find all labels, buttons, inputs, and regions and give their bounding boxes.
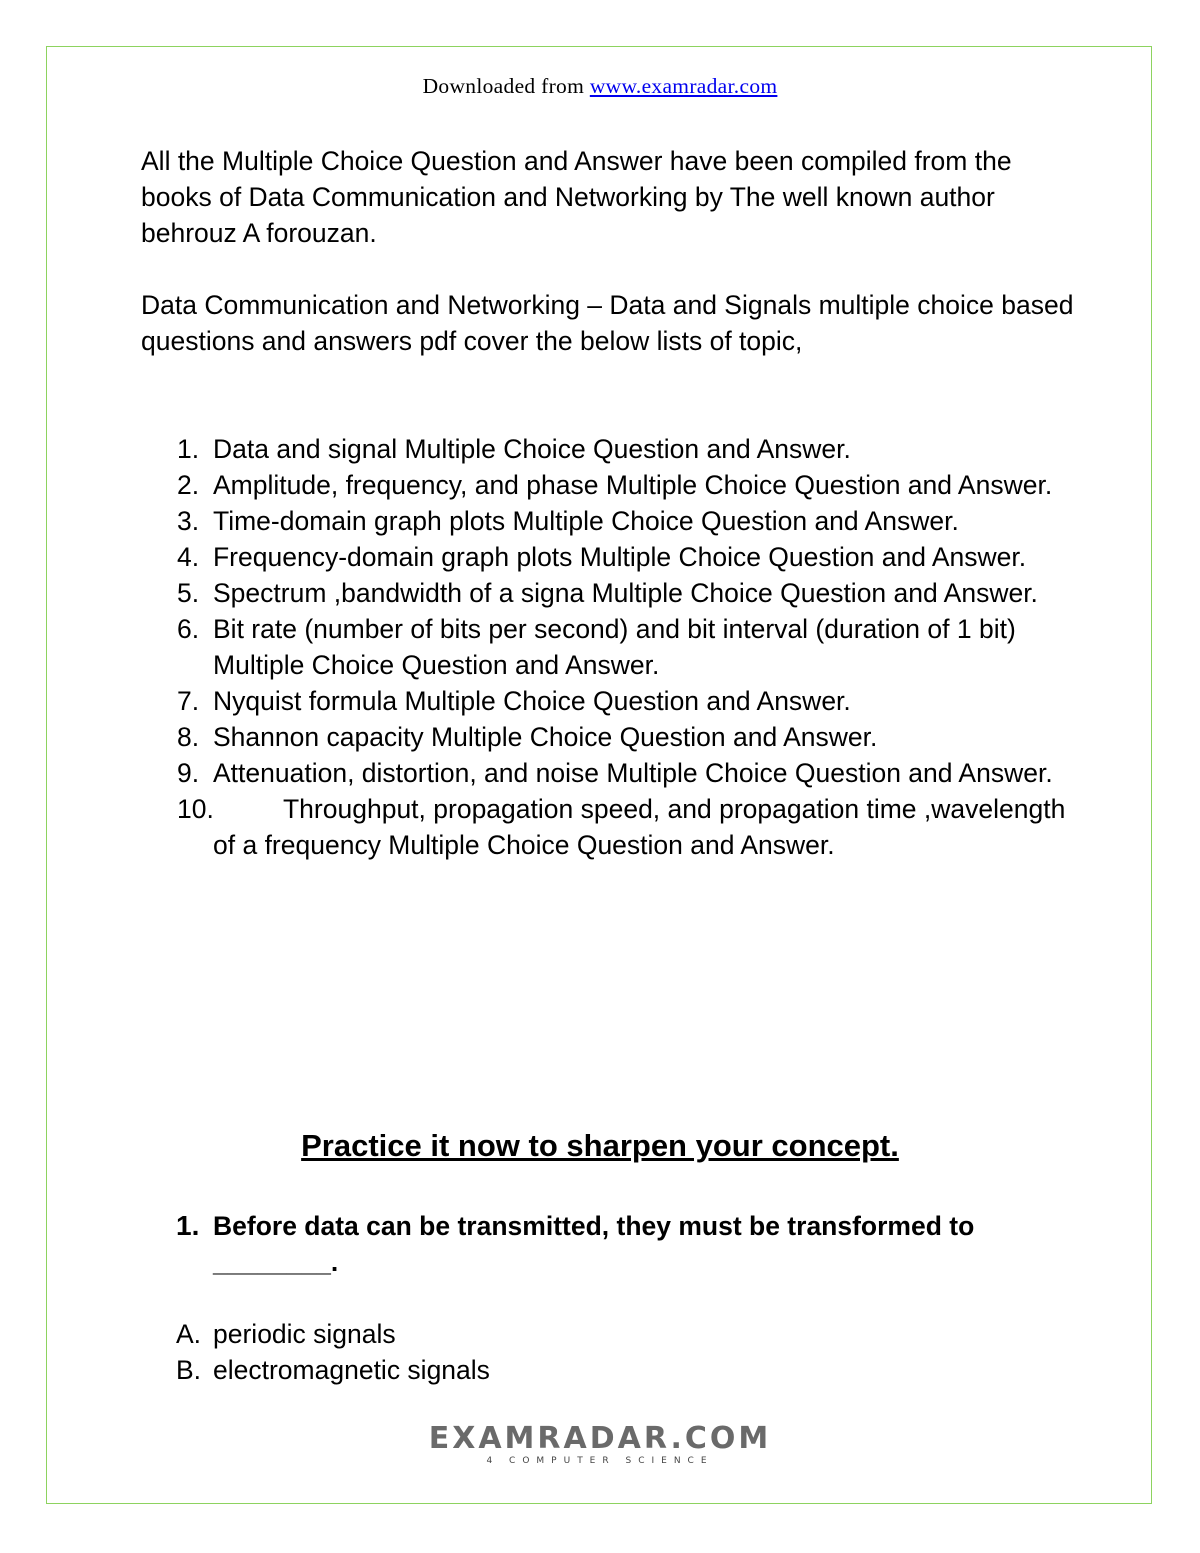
list-item-text: Amplitude, frequency, and phase Multiple Choice Question and Answer. (213, 470, 1053, 500)
option-text: electromagnetic signals (213, 1355, 490, 1385)
list-item-number: 7. (177, 686, 200, 716)
question-number: 1. (176, 1210, 200, 1241)
list-item-number: 8. (177, 722, 200, 752)
option-letter: B. (176, 1355, 202, 1385)
intro-paragraph: All the Multiple Choice Question and Answer have been compiled from the books of Data Communication and Networking by The well known author behrouz A forouzan. (141, 146, 1012, 248)
list-item (141, 719, 1081, 755)
option-letter: A. (176, 1319, 202, 1349)
list-item-text: Bit rate (number of bits per second) and bit interval (duration of 1 bit) Multiple Choice Question and Answer. (213, 614, 1016, 680)
list-item-number: 6. (177, 614, 200, 644)
list-item-number: 10. (177, 794, 214, 824)
list-item (141, 575, 1081, 611)
header-prefix: Downloaded from (422, 74, 590, 98)
list-item-number: 4. (177, 542, 200, 572)
list-item-number: 1. (177, 434, 200, 464)
list-item-text: Frequency-domain graph plots Multiple Choice Question and Answer. (213, 542, 1027, 572)
option-text: periodic signals (213, 1319, 396, 1349)
list-item-text: Nyquist formula Multiple Choice Question and Answer. (213, 686, 851, 716)
list-item (141, 791, 1081, 863)
list-item-text: Shannon capacity Multiple Choice Question and Answer. (213, 722, 878, 752)
list-item-text: Data and signal Multiple Choice Question and Answer. (213, 434, 851, 464)
list-item (141, 755, 1081, 791)
option-a (176, 1316, 976, 1352)
list-item (141, 683, 1081, 719)
practice-heading: Practice it now to sharpen your concept. (301, 1128, 899, 1163)
list-item-text: Spectrum ,bandwidth of a signa Multiple Choice Question and Answer. (213, 578, 1038, 608)
list-item-text: Time-domain graph plots Multiple Choice Question and Answer. (213, 506, 959, 536)
examradar-link[interactable]: www.examradar.com (589, 74, 778, 98)
logo-tagline: 4 COMPUTER SCIENCE (486, 1456, 714, 1466)
download-header (0, 74, 1200, 99)
list-item-text: Attenuation, distortion, and noise Multiple Choice Question and Answer. (213, 758, 1053, 788)
list-item-number: 5. (177, 578, 200, 608)
option-b (176, 1352, 976, 1388)
list-item-number: 2. (177, 470, 200, 500)
answer-options (176, 1316, 976, 1388)
question-text: Before data can be transmitted, they must be transformed to ________. (213, 1211, 975, 1277)
question-1 (176, 1208, 976, 1280)
list-item-text: Throughput, propagation speed, and propagation time ,wavelength of a frequency Multiple Choice Question and Answer. (213, 794, 1066, 860)
list-item (141, 467, 1081, 503)
list-item (141, 431, 1081, 467)
logo-title: EXAMRADAR.COM (428, 1421, 772, 1456)
list-item-number: 3. (177, 506, 200, 536)
topic-list (141, 431, 1081, 863)
list-item (141, 503, 1081, 539)
cover-paragraph: Data Communication and Networking – Data and Signals multiple choice based questions and answers pdf cover the below lists of topic, (141, 290, 1074, 356)
list-item (141, 539, 1081, 575)
list-item-number: 9. (177, 758, 200, 788)
list-item (141, 611, 1081, 683)
examradar-logo (0, 1421, 1200, 1466)
